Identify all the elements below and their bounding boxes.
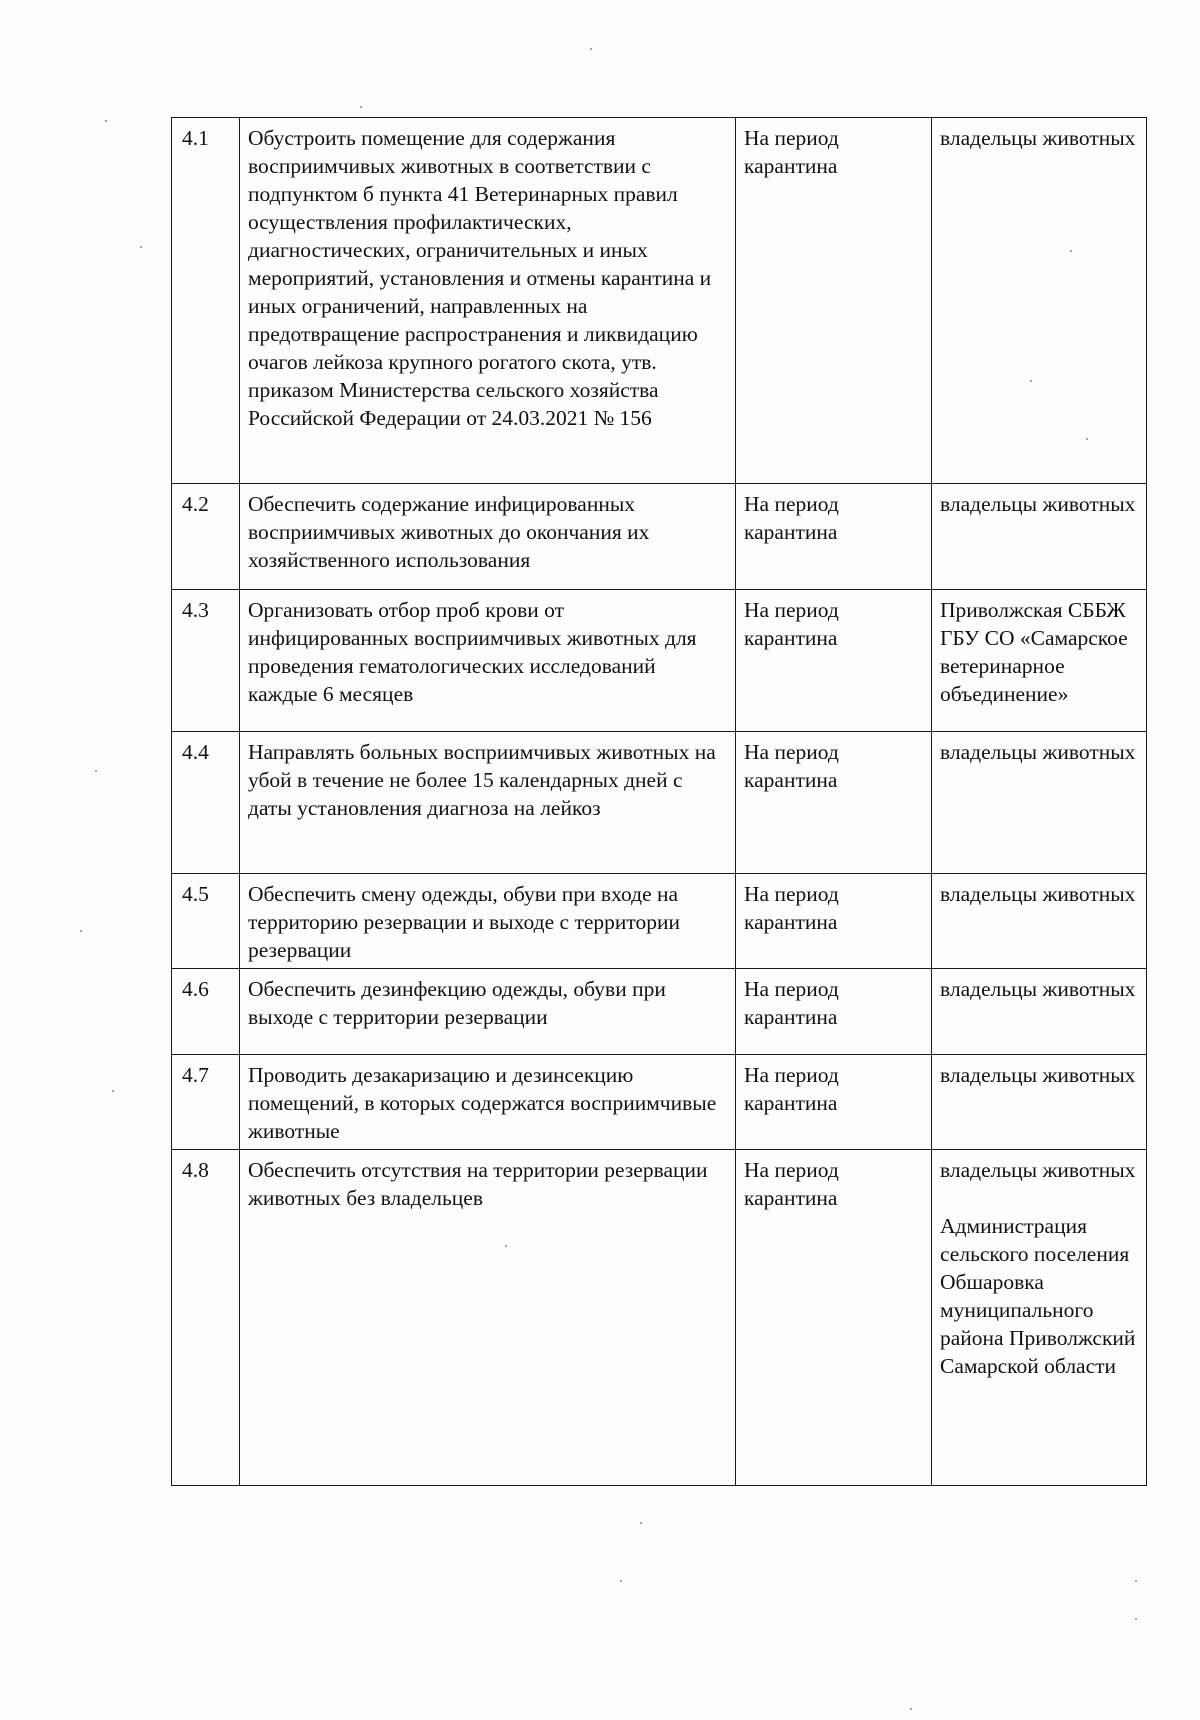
scan-speck xyxy=(910,1708,912,1710)
scan-speck xyxy=(640,1522,642,1524)
row-action: Организовать отбор проб крови от инфицированных восприимчивых животных для проведения гематологических исследований каждые 6 месяцев xyxy=(240,590,736,732)
scan-speck xyxy=(105,120,107,122)
scan-speck xyxy=(505,1245,507,1247)
responsible-party: Администрация сельского поселения Обшаровка муниципального района Приволжский Самарской области xyxy=(940,1214,1136,1378)
row-period: На период карантина xyxy=(736,590,932,732)
scan-speck xyxy=(95,770,97,772)
row-period: На период карантина xyxy=(736,1150,932,1486)
row-responsible xyxy=(932,1150,1147,1486)
row-number: 4.4 xyxy=(172,732,240,874)
row-action: Направлять больных восприимчивых животных на убой в течение не более 15 календарных дней с даты установления диагноза на лейкоз xyxy=(240,732,736,874)
row-period: На период карантина xyxy=(736,732,932,874)
responsible-party: владельцы животных xyxy=(940,977,1136,1001)
table-row xyxy=(172,969,1147,1055)
scan-speck xyxy=(80,930,82,932)
row-responsible xyxy=(932,118,1147,484)
table-row xyxy=(172,874,1147,969)
responsible-party: владельцы животных xyxy=(940,1158,1136,1182)
row-period: На период карантина xyxy=(736,969,932,1055)
responsible-party: владельцы животных xyxy=(940,882,1136,906)
row-period: На период карантина xyxy=(736,1055,932,1150)
row-number: 4.2 xyxy=(172,484,240,590)
responsible-party: владельцы животных xyxy=(940,492,1136,516)
scan-speck xyxy=(140,246,142,248)
row-period: На период карантина xyxy=(736,874,932,969)
row-action: Обеспечить отсутствия на территории резервации животных без владельцев xyxy=(240,1150,736,1486)
row-number: 4.1 xyxy=(172,118,240,484)
table-row xyxy=(172,732,1147,874)
responsible-party: владельцы животных xyxy=(940,740,1136,764)
table-row xyxy=(172,484,1147,590)
table-row xyxy=(172,1150,1147,1486)
row-responsible xyxy=(932,874,1147,969)
scan-speck xyxy=(112,1090,114,1092)
scan-speck xyxy=(590,48,592,50)
row-responsible xyxy=(932,484,1147,590)
row-number: 4.6 xyxy=(172,969,240,1055)
row-number: 4.5 xyxy=(172,874,240,969)
scan-speck xyxy=(1135,1580,1137,1582)
row-number: 4.3 xyxy=(172,590,240,732)
scan-speck xyxy=(620,1580,622,1582)
row-action: Проводить дезакаризацию и дезинсекцию помещений, в которых содержатся восприимчивые животные xyxy=(240,1055,736,1150)
row-action: Обеспечить содержание инфицированных восприимчивых животных до окончания их хозяйственного использования xyxy=(240,484,736,590)
responsible-party: Приволжская СББЖ ГБУ СО «Самарское ветеринарное объединение» xyxy=(940,598,1128,706)
table-row xyxy=(172,118,1147,484)
table-row xyxy=(172,590,1147,732)
row-responsible xyxy=(932,969,1147,1055)
scan-speck xyxy=(360,106,362,108)
scan-speck xyxy=(1135,1618,1137,1620)
scan-speck xyxy=(1070,250,1072,252)
measures-table xyxy=(171,117,1147,1486)
row-action: Обустроить помещение для содержания восприимчивых животных в соответствии с подпунктом б пункта 41 Ветеринарных правил осуществления профилактических, диагностических, ограничительных и иных мероприятий, установления и отмены карантина и иных ограничений, направленных на предотвращение распространения и ликвидацию очагов лейкоза крупного рогатого скота, утв. приказом Министерства сельского хозяйства Российской Федерации от 24.03.2021 № 156 xyxy=(240,118,736,484)
responsible-party: владельцы животных xyxy=(940,126,1136,150)
row-period: На период карантина xyxy=(736,118,932,484)
scan-speck xyxy=(1030,380,1032,382)
row-number: 4.7 xyxy=(172,1055,240,1150)
row-number: 4.8 xyxy=(172,1150,240,1486)
row-action: Обеспечить смену одежды, обуви при входе на территорию резервации и выходе с территории резервации xyxy=(240,874,736,969)
responsible-spacer xyxy=(940,1184,1138,1212)
table-row xyxy=(172,1055,1147,1150)
scan-speck xyxy=(1086,438,1088,440)
responsible-party: владельцы животных xyxy=(940,1063,1136,1087)
row-responsible xyxy=(932,1055,1147,1150)
row-period: На период карантина xyxy=(736,484,932,590)
row-responsible xyxy=(932,732,1147,874)
row-action: Обеспечить дезинфекцию одежды, обуви при выходе с территории резервации xyxy=(240,969,736,1055)
row-responsible xyxy=(932,590,1147,732)
